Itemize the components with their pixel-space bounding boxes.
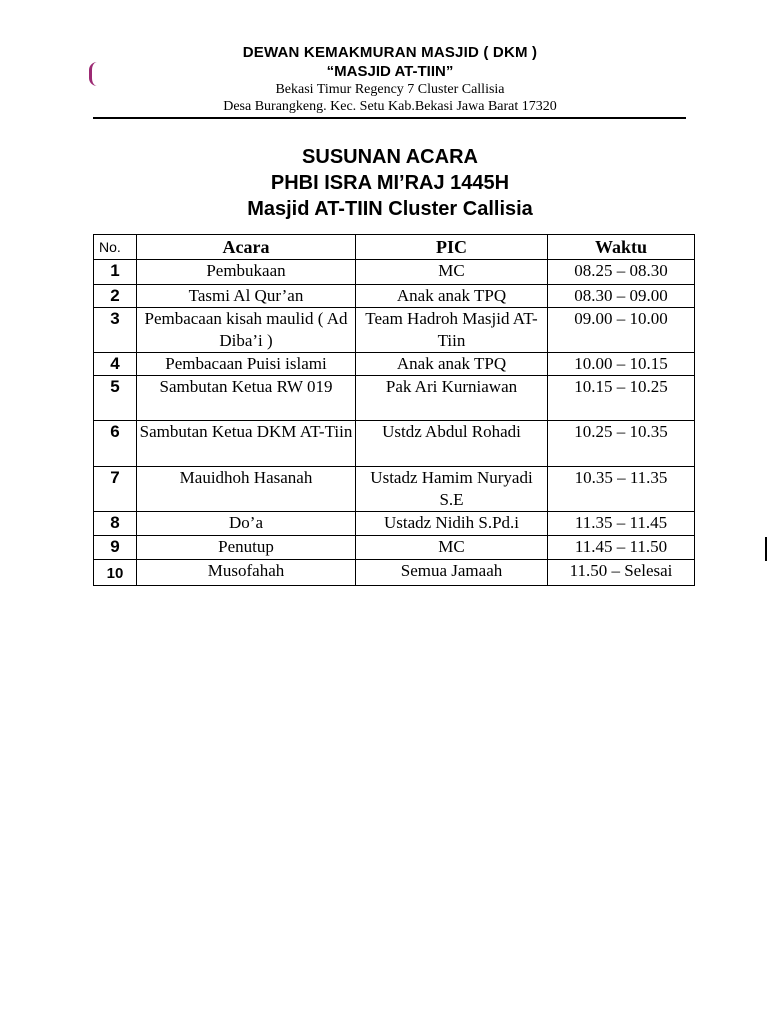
schedule-table bbox=[93, 234, 695, 586]
table-row bbox=[94, 512, 695, 536]
table-row bbox=[94, 260, 695, 285]
header-no: No. bbox=[94, 235, 137, 260]
row-number: 7 bbox=[94, 467, 137, 512]
letterhead bbox=[94, 44, 686, 115]
row-number: 8 bbox=[94, 512, 137, 536]
table-header-row bbox=[94, 235, 695, 260]
document-title bbox=[94, 144, 686, 222]
row-pic: Anak anak TPQ bbox=[356, 353, 548, 376]
row-waktu: 10.25 – 10.35 bbox=[548, 421, 695, 467]
table-row bbox=[94, 376, 695, 421]
table-row bbox=[94, 308, 695, 353]
row-pic: Team Hadroh Masjid AT-Tiin bbox=[356, 308, 548, 353]
row-waktu: 11.45 – 11.50 bbox=[548, 536, 695, 560]
row-number: 4 bbox=[94, 353, 137, 376]
row-pic: Ustdz Abdul Rohadi bbox=[356, 421, 548, 467]
row-acara: Pembacaan Puisi islami bbox=[137, 353, 356, 376]
header-waktu: Waktu bbox=[548, 235, 695, 260]
row-waktu: 11.35 – 11.45 bbox=[548, 512, 695, 536]
mosque-name: “MASJID AT-TIIN” bbox=[326, 63, 454, 80]
row-number: 2 bbox=[94, 285, 137, 308]
row-number: 9 bbox=[94, 536, 137, 560]
row-acara: Sambutan Ketua DKM AT-Tiin bbox=[137, 421, 356, 467]
row-number: 3 bbox=[94, 308, 137, 353]
table-row bbox=[94, 536, 695, 560]
row-pic: Ustadz Nidih S.Pd.i bbox=[356, 512, 548, 536]
row-pic: MC bbox=[356, 260, 548, 285]
row-waktu: 11.50 – Selesai bbox=[548, 560, 695, 586]
row-number: 6 bbox=[94, 421, 137, 467]
title-line-1: SUSUNAN ACARA bbox=[302, 146, 478, 168]
header-pic: PIC bbox=[356, 235, 548, 260]
row-waktu: 08.30 – 09.00 bbox=[548, 285, 695, 308]
row-acara: Pembukaan bbox=[137, 260, 356, 285]
table-row bbox=[94, 560, 695, 586]
organization-name: DEWAN KEMAKMURAN MASJID ( DKM ) bbox=[242, 44, 538, 61]
edge-mark bbox=[765, 537, 767, 561]
row-acara: Tasmi Al Qur’an bbox=[137, 285, 356, 308]
row-acara: Mauidhoh Hasanah bbox=[137, 467, 356, 512]
row-acara: Pembacaan kisah maulid ( Ad Diba’i ) bbox=[137, 308, 356, 353]
table-row bbox=[94, 467, 695, 512]
title-line-3: Masjid AT-TIIN Cluster Callisia bbox=[247, 198, 533, 220]
row-pic: MC bbox=[356, 536, 548, 560]
row-number: 10 bbox=[94, 560, 137, 586]
letterhead-divider bbox=[93, 117, 686, 119]
row-pic: Ustadz Hamim Nuryadi S.E bbox=[356, 467, 548, 512]
table-row bbox=[94, 353, 695, 376]
row-waktu: 10.35 – 11.35 bbox=[548, 467, 695, 512]
row-waktu: 09.00 – 10.00 bbox=[548, 308, 695, 353]
address-line-2: Desa Burangkeng. Kec. Setu Kab.Bekasi Jawa Barat 17320 bbox=[223, 99, 557, 114]
title-line-2: PHBI ISRA MI’RAJ 1445H bbox=[270, 172, 510, 194]
row-number: 5 bbox=[94, 376, 137, 421]
row-waktu: 10.15 – 10.25 bbox=[548, 376, 695, 421]
table-row bbox=[94, 285, 695, 308]
row-acara: Penutup bbox=[137, 536, 356, 560]
row-number: 1 bbox=[94, 260, 137, 285]
row-pic: Anak anak TPQ bbox=[356, 285, 548, 308]
row-acara: Do’a bbox=[137, 512, 356, 536]
row-acara: Sambutan Ketua RW 019 bbox=[137, 376, 356, 421]
row-waktu: 10.00 – 10.15 bbox=[548, 353, 695, 376]
row-acara: Musofahah bbox=[137, 560, 356, 586]
row-pic: Semua Jamaah bbox=[356, 560, 548, 586]
header-acara: Acara bbox=[137, 235, 356, 260]
row-pic: Pak Ari Kurniawan bbox=[356, 376, 548, 421]
row-waktu: 08.25 – 08.30 bbox=[548, 260, 695, 285]
address-line-1: Bekasi Timur Regency 7 Cluster Callisia bbox=[275, 82, 505, 97]
table-row bbox=[94, 421, 695, 467]
